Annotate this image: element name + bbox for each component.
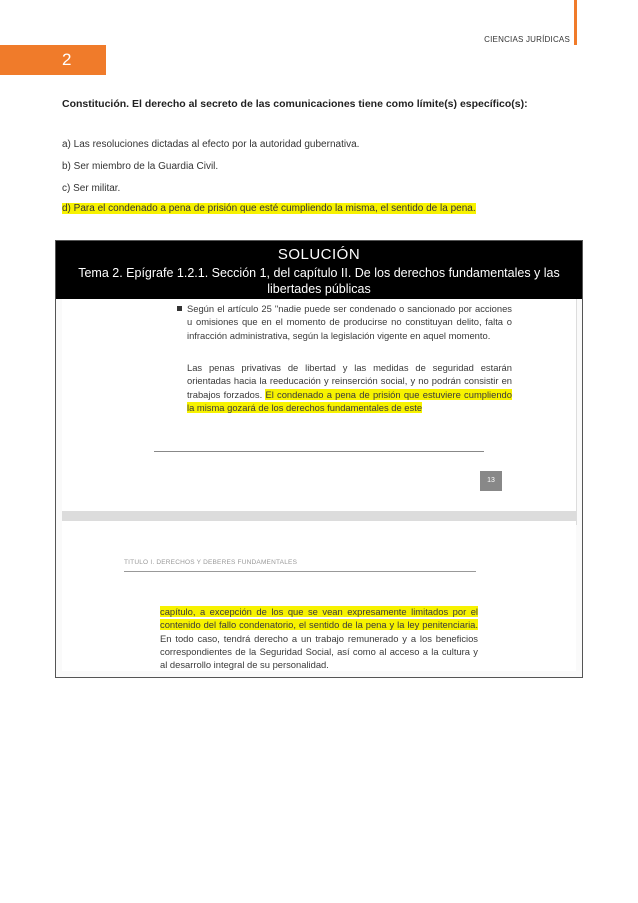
question-text: Constitución. El derecho al secreto de las comunicaciones tiene como límite(s) específico(s): bbox=[62, 98, 528, 110]
excerpt-paragraph-1: Según el artículo 25 "nadie puede ser condenado o sancionado por acciones u omisiones que en el momento de producirse no constituyan delito, falta o infracción administrativa, según la legislación vigente en aquel momento. bbox=[187, 303, 512, 341]
solution-header bbox=[56, 241, 582, 299]
excerpt-paragraph-3-highlight: capítulo, a excepción de los que se vean expresamente limitados por el contenido del fallo condenatorio, el sentido de la pena y la ley penitenciaria. bbox=[160, 606, 478, 631]
excerpt-paragraph-3 bbox=[160, 605, 478, 671]
excerpt-paragraph-3-plain: En todo caso, tendrá derecho a un trabajo remunerado y a los beneficios correspondientes de la Seguridad Social, así como al acceso a la cultura y al desarrollo integral de su personalidad. bbox=[160, 632, 478, 671]
option-c: c) Ser militar. bbox=[62, 183, 121, 194]
page-badge: 2 bbox=[55, 45, 106, 75]
excerpt-page-2 bbox=[62, 521, 576, 671]
header-label: CIENCIAS JURÍDICAS bbox=[484, 35, 570, 44]
solution-box bbox=[55, 240, 583, 678]
section-rule bbox=[124, 571, 476, 572]
page-badge-bar bbox=[0, 45, 55, 75]
header-accent-line bbox=[574, 0, 577, 45]
option-b: b) Ser miembro de la Guardia Civil. bbox=[62, 161, 219, 172]
excerpt-paragraph-2-plain: Las penas privativas de libertad y las medidas de seguridad estarán orientadas hacia la reeducación y reinserción social, y no podrán consistir en trabajos forzados. bbox=[187, 362, 512, 400]
bullet-icon bbox=[177, 306, 182, 311]
solution-title: SOLUCIÓN bbox=[277, 246, 361, 263]
option-d-correct: d) Para el condenado a pena de prisión que esté cumpliendo la misma, el sentido de la pena. bbox=[62, 203, 476, 214]
page-separator bbox=[62, 511, 576, 521]
section-title: TITULO I. DERECHOS Y DEBERES FUNDAMENTALES bbox=[124, 559, 298, 566]
excerpt-paragraph-2-highlight: El condenado a pena de prisión que estuviere cumpliendo la misma gozará de los derechos fundamentales de este bbox=[187, 388, 512, 413]
page-footer-rule bbox=[154, 451, 484, 452]
page-number: 13 bbox=[480, 471, 502, 491]
excerpt-paragraph-2 bbox=[187, 361, 512, 414]
excerpt-page-1 bbox=[62, 299, 577, 525]
option-a: a) Las resoluciones dictadas al efecto por la autoridad gubernativa. bbox=[62, 139, 360, 150]
solution-reference: Tema 2. Epígrafe 1.2.1. Sección 1, del capítulo II. De los derechos fundamentales y las libertades públicas bbox=[78, 266, 560, 296]
